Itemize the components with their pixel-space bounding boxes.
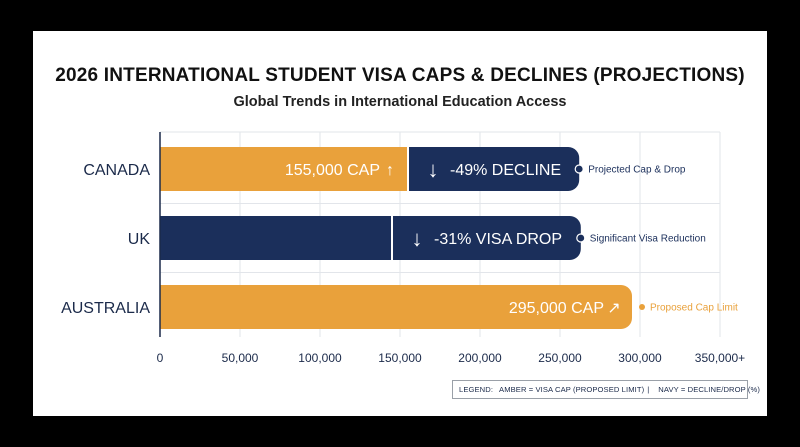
annotation-marker bbox=[575, 165, 583, 173]
legend-separator: | bbox=[647, 385, 650, 394]
x-tick-label: 0 bbox=[156, 351, 164, 365]
annotation-marker bbox=[639, 304, 645, 310]
legend-navy-label: NAVY = DECLINE/DROP (%) bbox=[658, 385, 760, 394]
legend-amber-label: AMBER = VISA CAP (PROPOSED LIMIT) bbox=[499, 385, 645, 394]
chart-legend bbox=[452, 380, 760, 399]
chart-title: 2026 INTERNATIONAL STUDENT VISA CAPS & DECLINES (PROJECTIONS) bbox=[55, 65, 745, 86]
down-arrow-icon: ↓ bbox=[427, 157, 439, 182]
legend-prefix: LEGEND: bbox=[459, 385, 494, 394]
x-tick-label: 300,000 bbox=[618, 351, 662, 365]
x-tick-label: 150,000 bbox=[378, 351, 422, 365]
arrow-up-right-icon: ↗ bbox=[607, 300, 621, 317]
chart-subtitle: Global Trends in International Education Access bbox=[233, 94, 567, 110]
category-label: UK bbox=[127, 231, 150, 248]
bar-segment bbox=[160, 216, 392, 260]
segment-label: -49% DECLINE bbox=[450, 162, 562, 179]
bar-annotation: Projected Cap & Drop bbox=[588, 164, 686, 176]
bar-chart bbox=[33, 31, 767, 416]
chart-card bbox=[33, 31, 767, 416]
x-tick-label: 100,000 bbox=[298, 351, 342, 365]
bar-annotation: Proposed Cap Limit bbox=[650, 302, 738, 314]
segment-label: -31% VISA DROP bbox=[434, 231, 563, 248]
category-label: AUSTRALIA bbox=[61, 300, 150, 317]
down-arrow-icon: ↓ bbox=[411, 226, 423, 251]
x-tick-label: 250,000 bbox=[538, 351, 582, 365]
annotation-marker bbox=[577, 234, 585, 242]
x-tick-label: 50,000 bbox=[221, 351, 259, 365]
category-label: CANADA bbox=[83, 162, 150, 179]
segment-label: 295,000 CAP bbox=[508, 300, 604, 317]
x-tick-label: 350,000+ bbox=[694, 351, 746, 365]
up-arrow-icon: ↑ bbox=[386, 162, 394, 179]
segment-label: 155,000 CAP bbox=[284, 162, 380, 179]
x-tick-label: 200,000 bbox=[458, 351, 502, 365]
bar-annotation: Significant Visa Reduction bbox=[589, 233, 706, 245]
